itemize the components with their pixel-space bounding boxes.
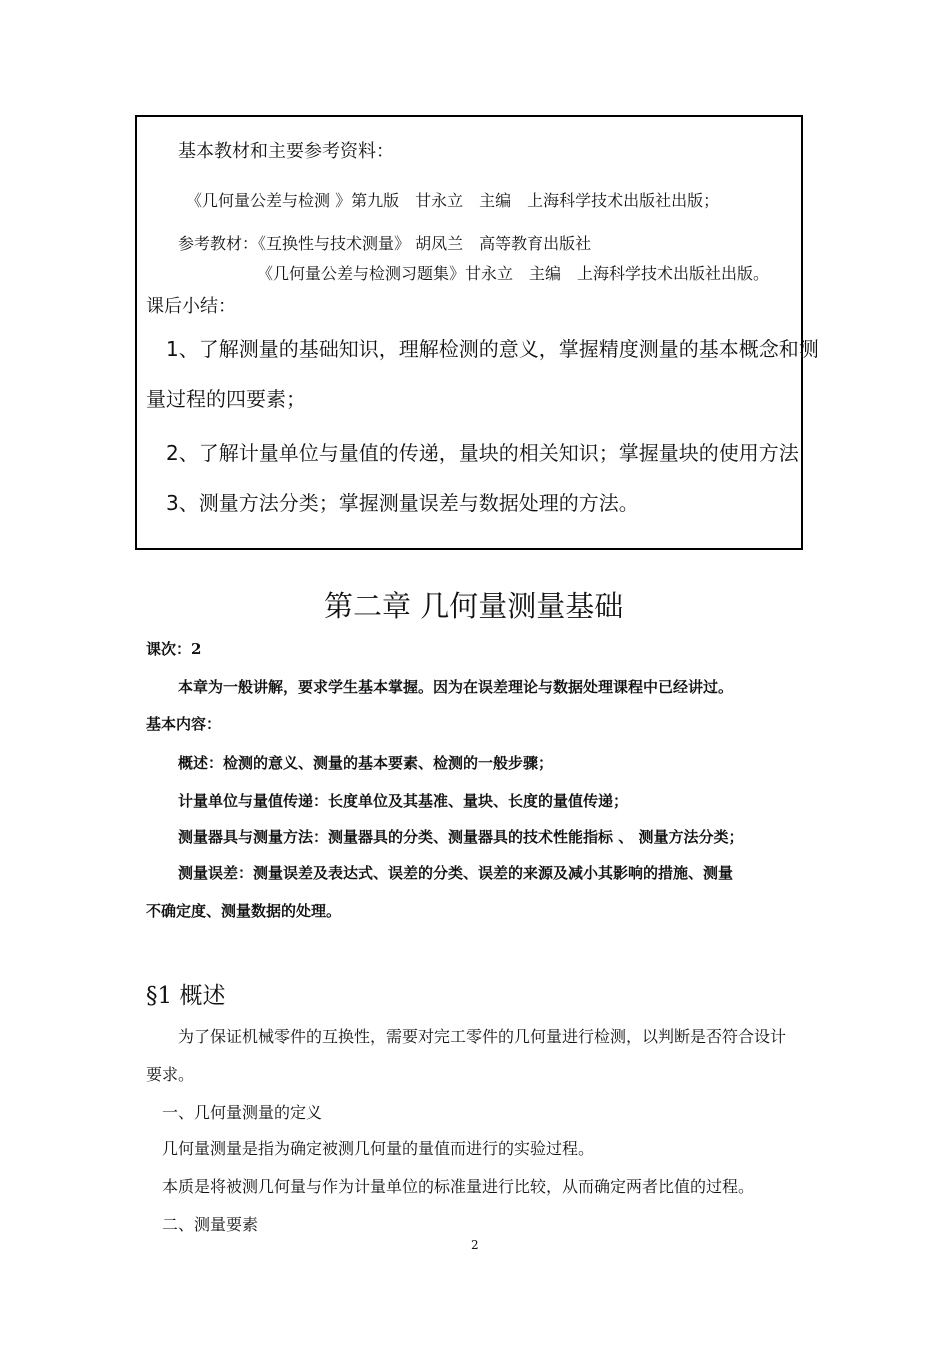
chapter-intro: 本章为一般讲解，要求学生基本掌握。因为在误差理论与数据处理课程中已经讲过。 bbox=[178, 678, 734, 696]
reference-exercise: 《几何量公差与检测习题集》甘永立 主编 上海科学技术出版社出版。 bbox=[257, 264, 770, 283]
lesson-number: 课次：2 bbox=[146, 640, 202, 658]
definition-paragraph: 几何量测量是指为确定被测几何量的量值而进行的实验过程。 bbox=[162, 1139, 595, 1158]
content-item-4-line-2: 不确定度、测量数据的处理。 bbox=[146, 902, 342, 920]
section-paragraph-1-line-2: 要求。 bbox=[146, 1065, 195, 1084]
section-paragraph-1-line-1: 为了保证机械零件的互换性，需要对完工零件的几何量进行检测，以判断是否符合设计 bbox=[178, 1027, 787, 1046]
content-item-4-line-1: 测量误差：测量误差及表达式、误差的分类、误差的来源及减小其影响的措施、测量 bbox=[178, 864, 734, 882]
content-item-2: 计量单位与量值传递：长度单位及其基准、量块、长度的量值传递； bbox=[178, 792, 629, 810]
summary-item-3: 3、测量方法分类；掌握测量误差与数据处理的方法。 bbox=[166, 491, 639, 515]
subheading-elements: 二、测量要素 bbox=[162, 1215, 259, 1234]
summary-item-2: 2、了解计量单位与量值的传递，量块的相关知识；掌握量块的使用方法 bbox=[166, 441, 799, 465]
content-label: 基本内容： bbox=[146, 715, 222, 733]
section-title: §1 概述 bbox=[146, 983, 226, 1009]
chapter-title: 第二章 几何量测量基础 bbox=[324, 589, 624, 623]
references-heading: 基本教材和主要参考资料： bbox=[178, 141, 394, 162]
summary-item-1-line-2: 量过程的四要素； bbox=[146, 387, 306, 411]
reference-main: 《几何量公差与检测 》第九版 甘永立 主编 上海科学技术出版社出版； bbox=[186, 191, 720, 210]
summary-label: 课后小结： bbox=[146, 296, 236, 317]
page-number: 2 bbox=[471, 1238, 479, 1252]
summary-item-1-line-1: 1、了解测量的基础知识，理解检测的意义，掌握精度测量的基本概念和测 bbox=[166, 337, 819, 361]
content-item-3: 测量器具与测量方法：测量器具的分类、测量器具的技术性能指标 、 测量方法分类； bbox=[178, 828, 744, 846]
subheading-definition: 一、几何量测量的定义 bbox=[162, 1103, 323, 1122]
content-item-1: 概述：检测的意义、测量的基本要素、检测的一般步骤； bbox=[178, 754, 554, 772]
reference-secondary: 参考教材：《互换性与技术测量》 胡凤兰 高等教育出版社 bbox=[178, 234, 592, 253]
essence-paragraph: 本质是将被测几何量与作为计量单位的标准量进行比较，从而确定两者比值的过程。 bbox=[162, 1177, 755, 1196]
